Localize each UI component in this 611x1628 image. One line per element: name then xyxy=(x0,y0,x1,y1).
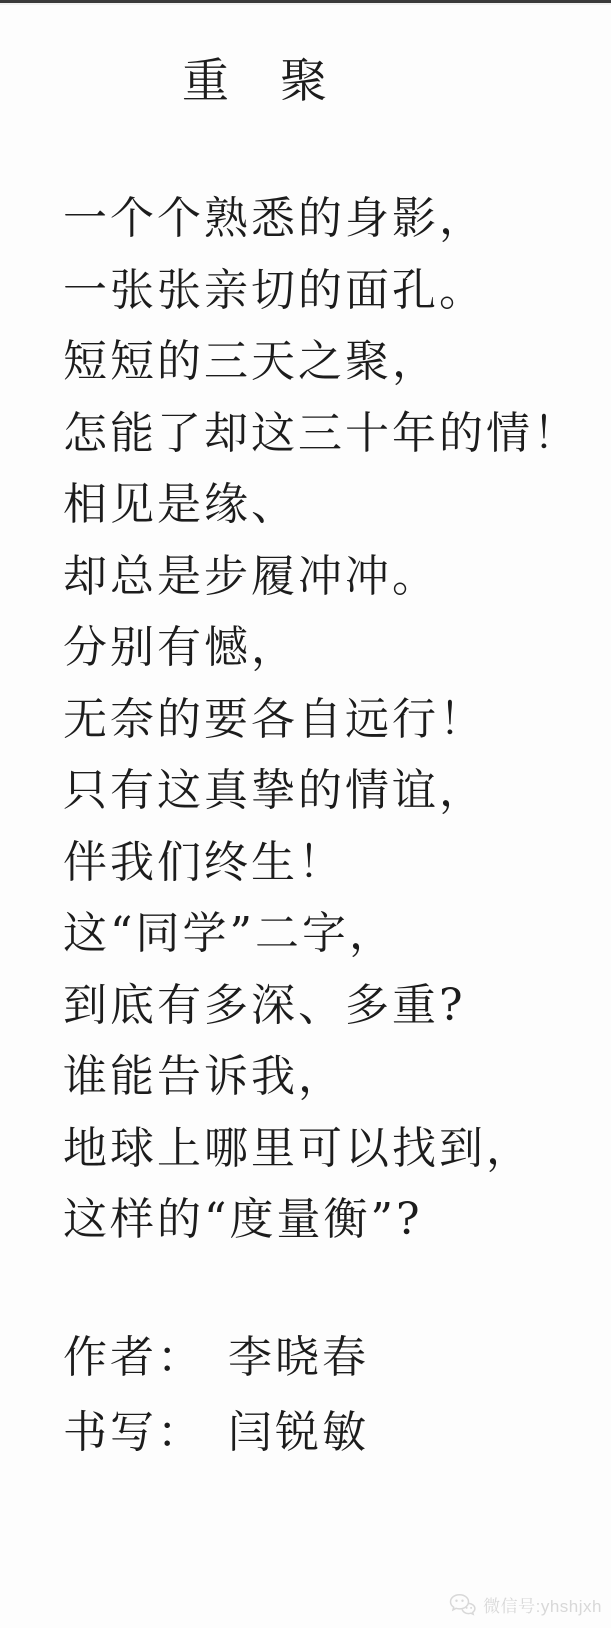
poem-line: 这“同学”二字， xyxy=(63,908,396,959)
wechat-id-text: 微信号:yhshjxh xyxy=(483,1597,602,1616)
poem-line: 只有这真挚的情谊， xyxy=(63,765,486,816)
poem-line: 相见是缘、 xyxy=(63,479,298,530)
poem-line: 却总是步履冲冲。 xyxy=(63,550,439,602)
calligrapher-label: 书写： xyxy=(63,1407,204,1458)
poem-line: 谁能告诉我， xyxy=(63,1051,345,1102)
poem-line: 一张张亲切的面孔。 xyxy=(63,264,486,316)
calligrapher-name: 闫锐敏 xyxy=(228,1407,369,1458)
poem-line: 短短的三天之聚， xyxy=(63,336,439,387)
poem-line: 无奈的要各自远行！ xyxy=(63,693,486,745)
wechat-icon xyxy=(449,1593,476,1616)
top-border-shadow xyxy=(0,3,611,5)
poem-line: 分别有憾， xyxy=(63,622,298,673)
poem-line: 这样的“度量衡”? xyxy=(63,1194,423,1245)
calligrapher-credit xyxy=(63,1395,369,1470)
author-name: 李晓春 xyxy=(228,1332,369,1383)
wechat-watermark xyxy=(449,1592,602,1617)
poem-title: 重 聚 xyxy=(182,54,329,109)
poem-line: 到底有多深、多重? xyxy=(63,979,466,1031)
poem-line: 一个个熟悉的身影， xyxy=(63,193,486,244)
author-credit xyxy=(63,1320,369,1395)
credits-block xyxy=(63,1320,369,1470)
poem-body xyxy=(63,183,580,1256)
poem-line: 地球上哪里可以找到， xyxy=(63,1122,533,1174)
poem-line: 伴我们终生！ xyxy=(63,836,345,888)
author-label: 作者： xyxy=(63,1332,204,1383)
poem-line: 怎能了却这三十年的情！ xyxy=(63,407,580,459)
